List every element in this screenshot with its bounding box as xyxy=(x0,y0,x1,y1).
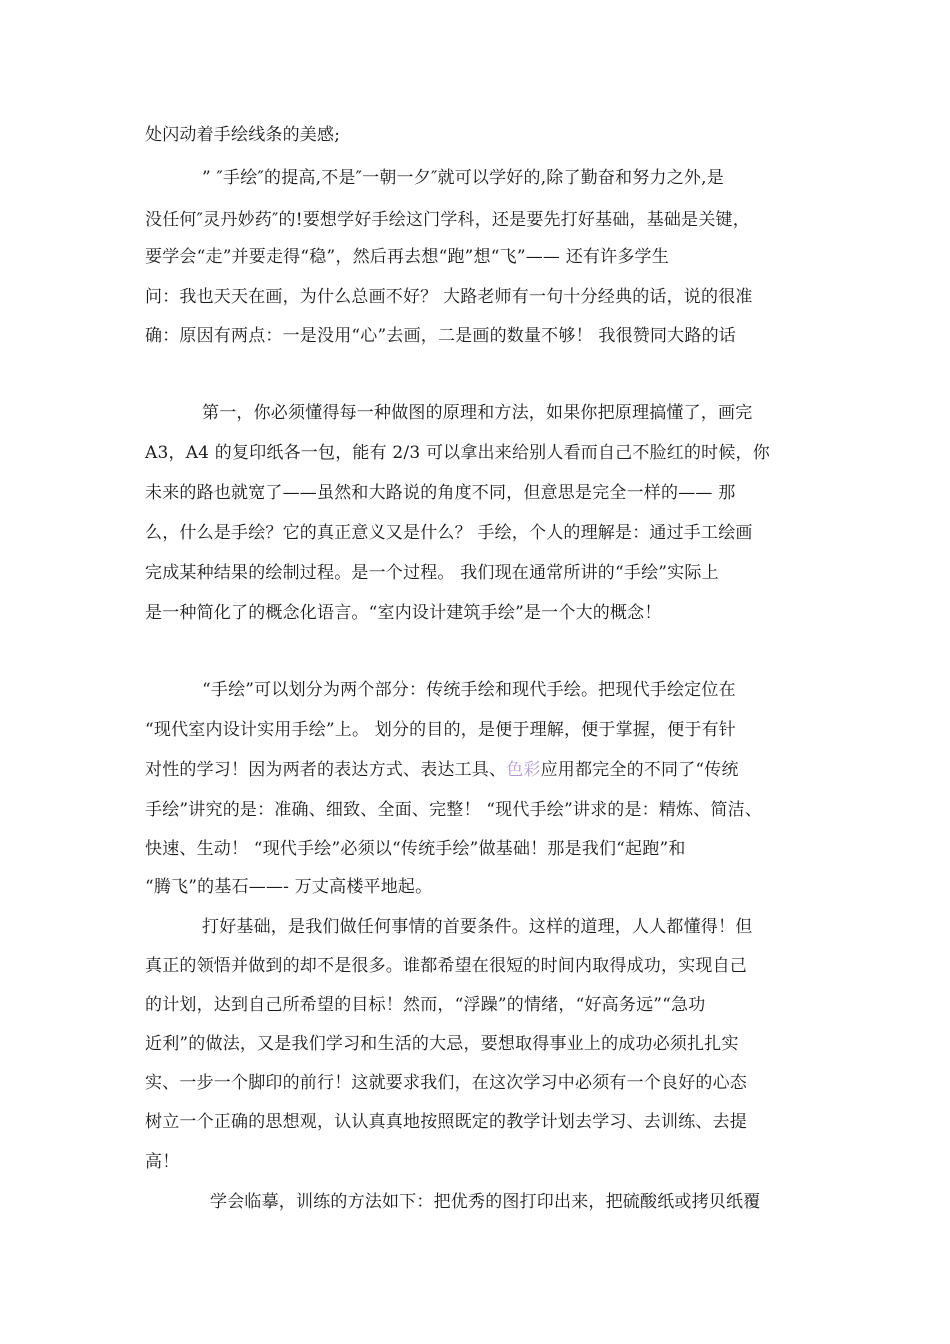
text-line: 没任何″灵丹妙药″的!要想学好手绘这门学科，还是要先打好基础，基础是关键， xyxy=(145,210,750,230)
text-line: 实、一步一个脚印的前行！这就要求我们，在这次学习中必须有一个良好的心态 xyxy=(145,1073,747,1093)
text-line: 手绘”讲究的是：准确、细致、全面、完整！ “现代手绘”讲求的是：精炼、简洁、 xyxy=(145,800,763,820)
text-line: A3，A4 的复印纸各一包，能有 2/3 可以拿出来给别人看而自己不脸红的时候，你 xyxy=(145,443,770,463)
text-line: 高！ xyxy=(145,1152,180,1172)
text-line: “手绘”可以划分为两个部分：传统手绘和现代手绘。把现代手绘定位在 xyxy=(202,680,736,700)
text-line: 是一种简化了的概念化语言。“室内设计建筑手绘”是一个大的概念！ xyxy=(145,603,662,623)
text-line: “腾飞”的基石——- 万丈高楼平地起。 xyxy=(145,877,433,897)
text-line: 要学会“走”并要走得“稳”，然后再去想“跑”想“飞”—— 还有许多学生 xyxy=(145,247,669,267)
text-segment: 对性的学习！因为两者的表达方式、表达工具、 xyxy=(145,760,507,780)
text-line: 确：原因有两点：一是没用“心”去画，二是画的数量不够！ 我很赞同大路的话 xyxy=(145,326,736,346)
text-line xyxy=(145,759,739,781)
text-line: 问：我也天天在画，为什么总画不好？ 大路老师有一句十分经典的话，说的很准 xyxy=(145,287,753,307)
text-line: 真正的领悟并做到的却不是很多。谁都希望在很短的时间内取得成功，实现自己 xyxy=(145,956,747,976)
text-segment: 应用都完全的不同了“传统 xyxy=(540,760,739,780)
text-line: 完成某种结果的绘制过程。是一个过程。 我们现在通常所讲的“手绘”实际上 xyxy=(145,563,719,583)
text-line: 第一，你必须懂得每一种做图的原理和方法，如果你把原理搞懂了，画完 xyxy=(202,403,753,423)
text-line: 快速、生动！ “现代手绘”必须以“传统手绘”做基础！那是我们“起跑”和 xyxy=(145,839,686,859)
text-line: 处闪动着手绘线条的美感; xyxy=(145,125,341,145)
text-line: “现代室内设计实用手绘”上。 划分的目的，是便于理解，便于掌握，便于有针 xyxy=(145,720,736,740)
text-line: 未来的路也就宽了——虽然和大路说的角度不同，但意思是完全一样的—— 那 xyxy=(145,483,736,503)
text-line: 打好基础，是我们做任何事情的首要条件。这样的道理，人人都懂得！但 xyxy=(202,917,753,937)
text-line: 学会临摹，训练的方法如下：把优秀的图打印出来，把硫酸纸或拷贝纸覆 xyxy=(210,1192,761,1212)
text-line: ” ″手绘″的提高,不是″一朝一夕″就可以学好的,除了勤奋和努力之外,是 xyxy=(202,168,724,188)
text-line: 的计划，达到自己所希望的目标！然而，“浮躁”的情绪，“好高务远”“急功 xyxy=(145,995,706,1015)
color-link-text[interactable]: 色彩 xyxy=(506,760,541,780)
text-line: 么，什么是手绘？它的真正意义又是什么？ 手绘，个人的理解是：通过手工绘画 xyxy=(145,523,753,543)
text-line: 树立一个正确的思想观，认认真真地按照既定的教学计划去学习、去训练、去提 xyxy=(145,1112,747,1132)
text-line: 近利”的做法，又是我们学习和生活的大忌，要想取得事业上的成功必须扎扎实 xyxy=(145,1034,739,1054)
